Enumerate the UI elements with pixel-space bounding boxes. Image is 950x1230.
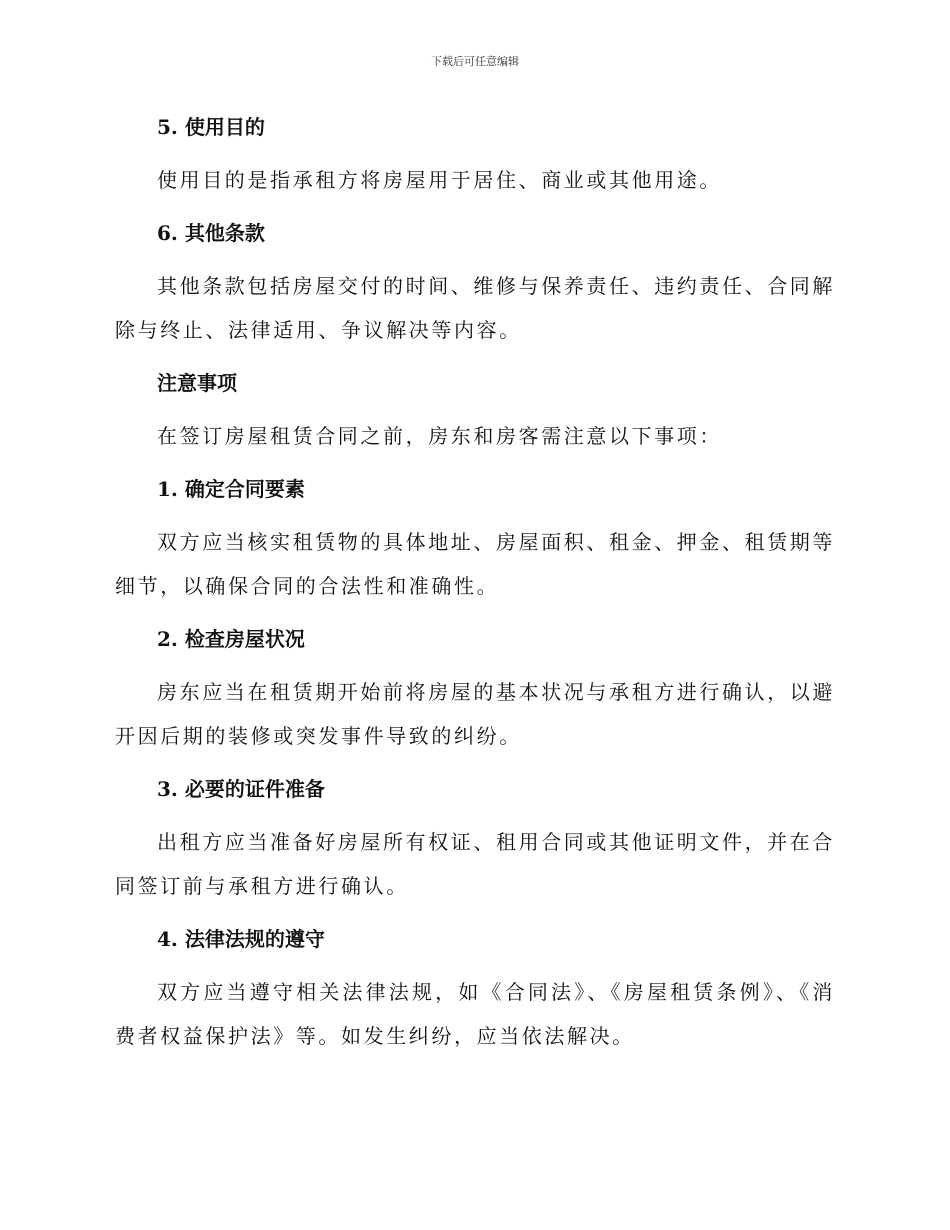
section-heading-other-terms: 6. 其他条款 xyxy=(157,221,265,245)
section-heading-item-1: 1. 确定合同要素 xyxy=(157,477,305,501)
section-heading-item-2: 2. 检查房屋状况 xyxy=(157,627,305,651)
section-text-item-1: 双方应当核实租赁物的具体地址、房屋面积、租金、押金、租赁期等细节，以确保合同的合法性和准确性。 xyxy=(115,530,835,598)
page-header: 下载后可任意编辑 xyxy=(431,55,519,68)
section-text-item-4: 双方应当遵守相关法律法规，如《合同法》、《房屋租赁条例》、《消费者权益保护法》等。如发生纠纷，应当依法解决。 xyxy=(115,980,835,1048)
section-text-purpose: 使用目的是指承租方将房屋用于居住、商业或其他用途。 xyxy=(157,168,722,192)
section-text-item-3: 出租方应当准备好房屋所有权证、租用合同或其他证明文件，并在合同签订前与承租方进行确认。 xyxy=(115,830,835,898)
section-text-notes-intro: 在签订房屋租赁合同之前，房东和房客需注意以下事项： xyxy=(157,424,722,448)
section-heading-item-4: 4. 法律法规的遵守 xyxy=(157,927,325,951)
section-heading-notes: 注意事项 xyxy=(157,371,237,395)
section-heading-purpose: 5. 使用目的 xyxy=(157,115,265,139)
section-text-item-2: 房东应当在租赁期开始前将房屋的基本状况与承租方进行确认，以避开因后期的装修或突发事件导致的纠纷。 xyxy=(115,680,835,748)
section-heading-item-3: 3. 必要的证件准备 xyxy=(157,777,325,801)
section-text-other-terms: 其他条款包括房屋交付的时间、维修与保养责任、违约责任、合同解除与终止、法律适用、争议解决等内容。 xyxy=(115,274,835,342)
document-body xyxy=(115,108,835,1058)
